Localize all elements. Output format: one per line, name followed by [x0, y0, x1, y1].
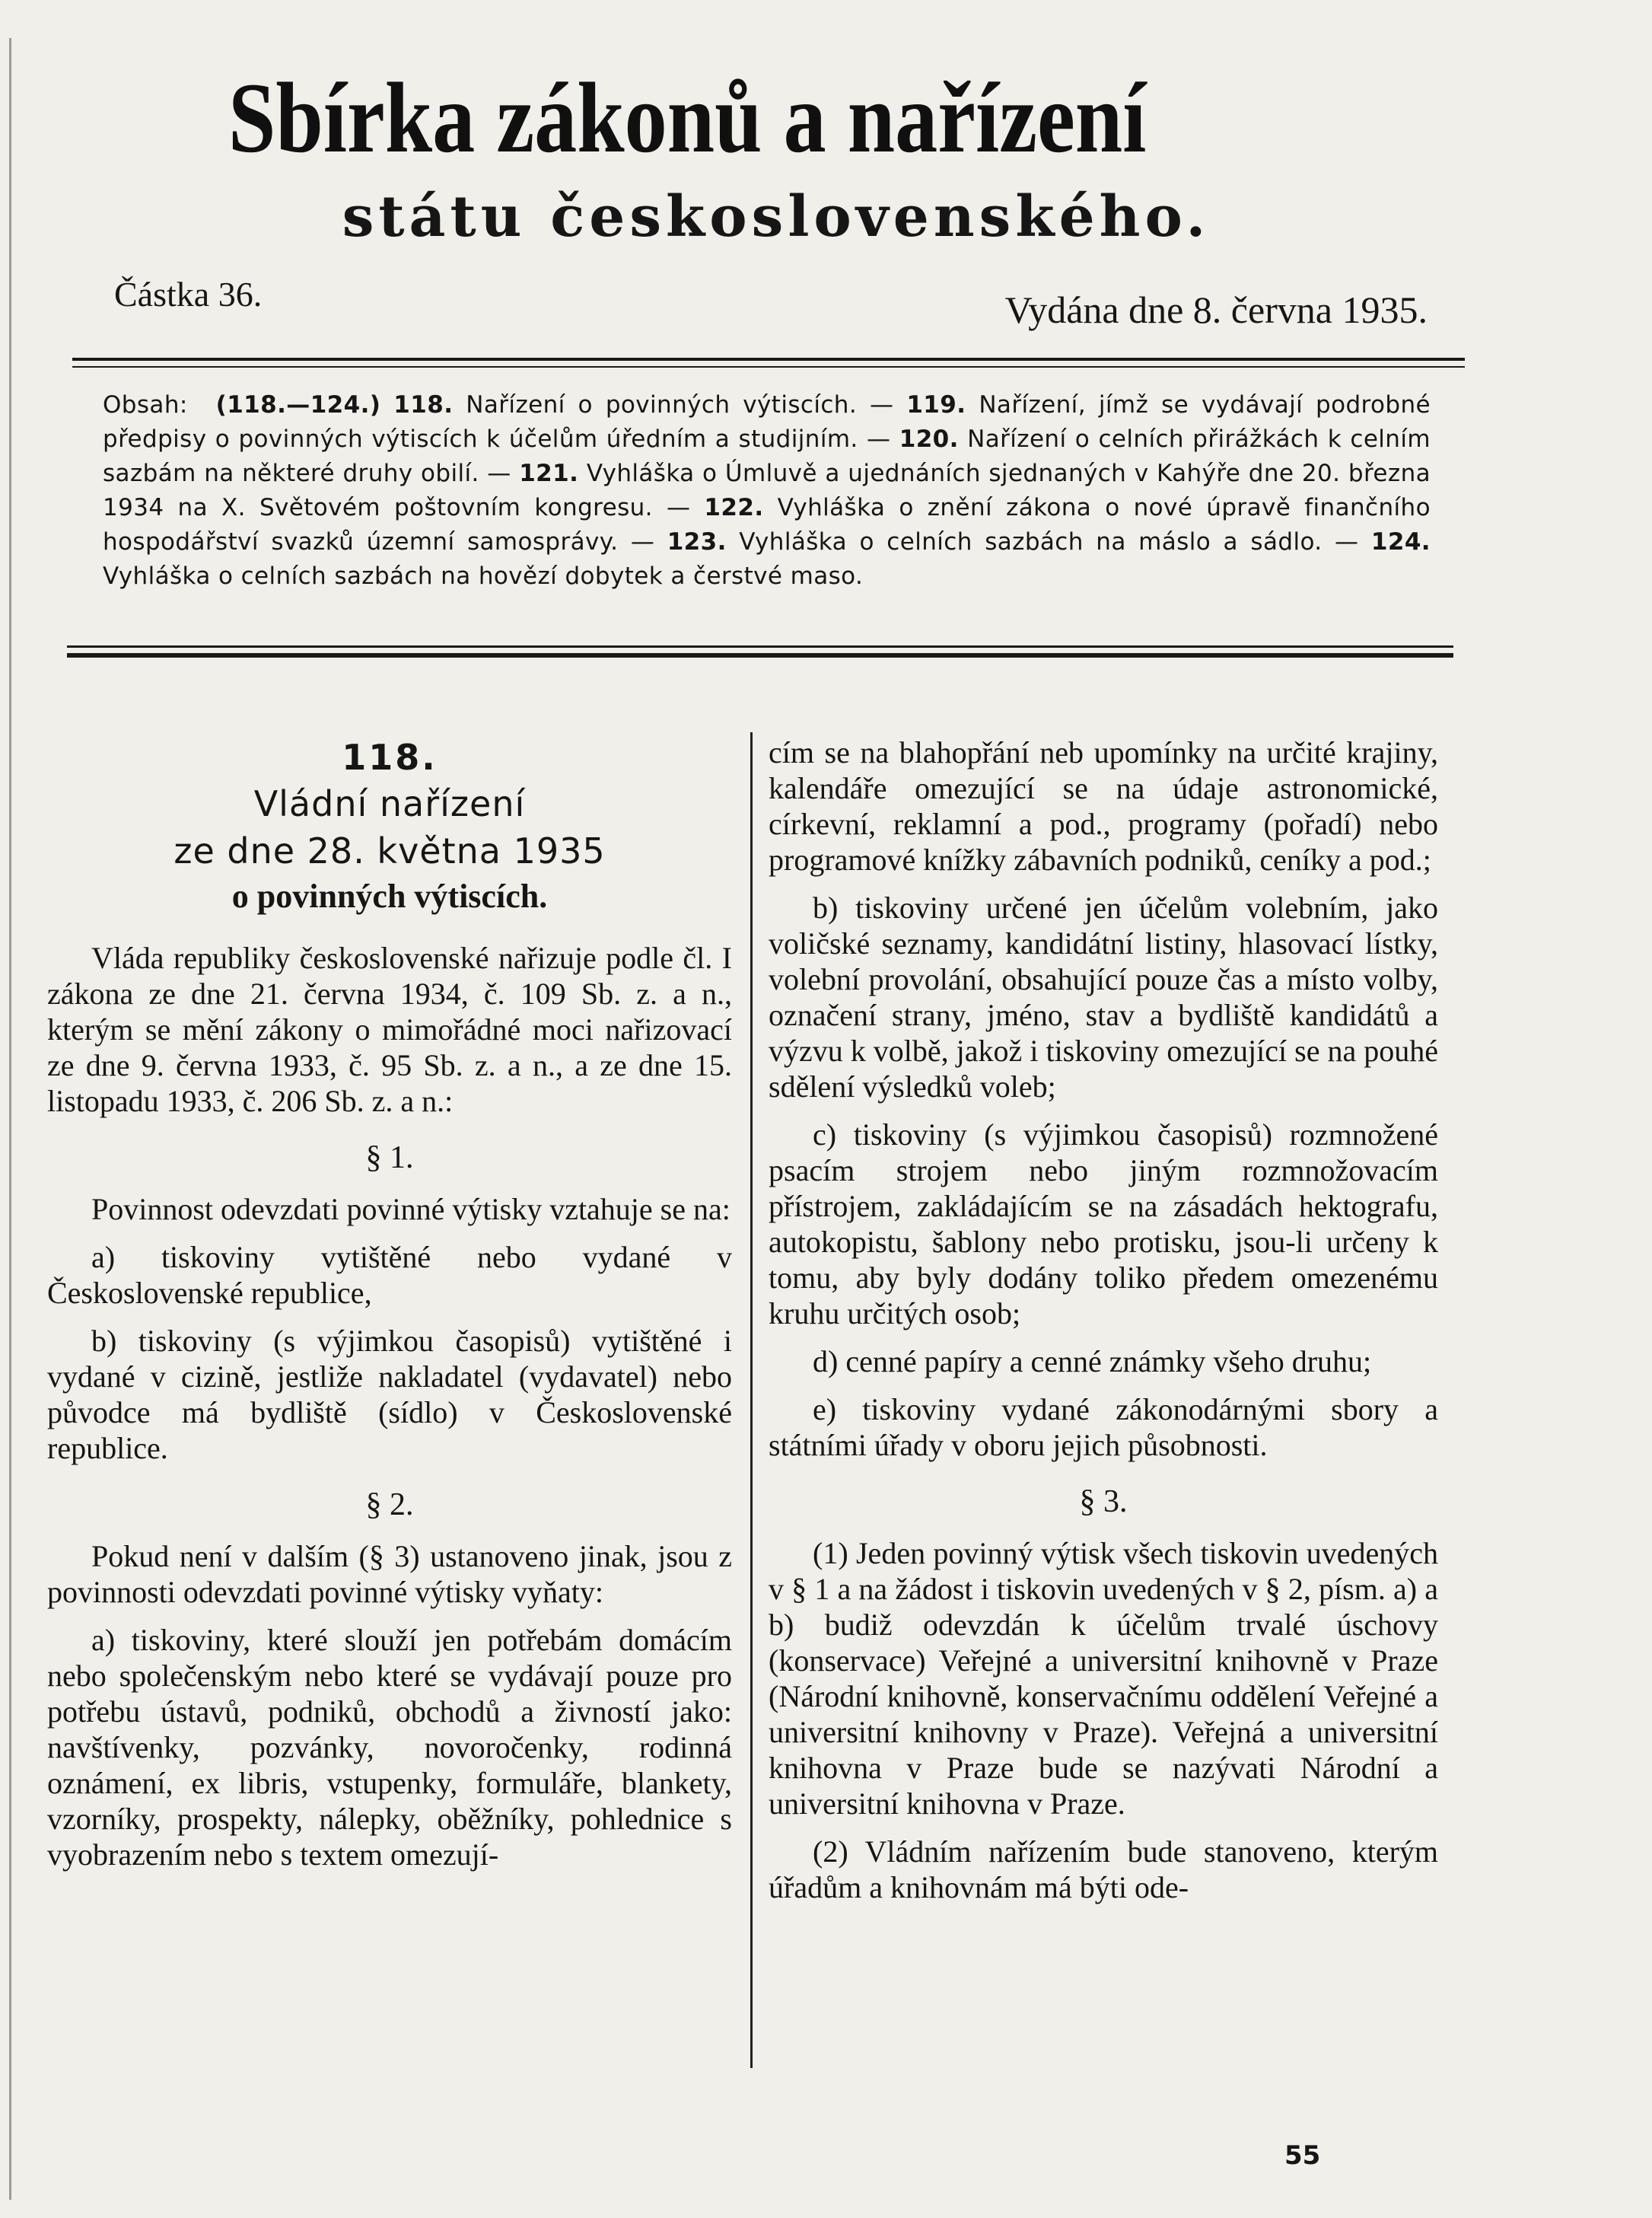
section-1-intro: Povinnost odevzdati povinné výtisky vztahuje se na: — [91, 1192, 731, 1226]
contents-item-number: 120. — [899, 425, 959, 453]
gazette-subtitle: státu československého. — [342, 184, 1211, 250]
ordinance-title: Vládní nařízení — [253, 783, 526, 824]
header-rule-top — [72, 358, 1465, 361]
contents-block — [103, 388, 1431, 594]
section-1-item-b: b) tiskoviny (s výjimkou časopisů) vytištěné i vydané v cizině, jestliže nakladatel (vydavatel) nebo původce má bydliště (sídlo) v Československé republice. — [47, 1324, 732, 1465]
column-divider — [750, 732, 753, 2068]
section-2-intro: Pokud není v dalším (§ 3) ustanoveno jinak, jsou z povinnosti odevzdati povinné výtisky vyňaty: — [47, 1539, 732, 1609]
issue-date: Vydána dne 8. června 1935. — [1004, 288, 1428, 331]
section-heading: § 2. — [365, 1487, 414, 1522]
left-column — [47, 735, 732, 1885]
contents-item-text: Nařízení, jímž se vydávají podrobné předpisy o povinných výtiscích k účelům úředním a studijním. — — [103, 391, 1431, 453]
contents-item-number: 122. — [704, 494, 764, 521]
contents-item-number: 121. — [519, 460, 579, 487]
header-rule-top-thin — [72, 366, 1465, 368]
contents-item-number: 119. — [906, 391, 966, 419]
ordinance-number: 118. — [342, 737, 438, 778]
section-2-item-d: d) cenné papíry a cenné známky všeho druhu; — [813, 1344, 1372, 1378]
contents-item-text: Nařízení o povinných výtiscích. — — [466, 391, 894, 419]
section-3-paragraph-2: (2) Vládním nařízením bude stanoveno, kterým úřadům a knihovnám má býti ode- — [769, 1834, 1438, 1904]
contents-item-number: 123. — [667, 528, 727, 556]
contents-item-number: 124. — [1370, 528, 1431, 556]
section-2-item-a-continued: cím se na blahopřání neb upomínky na určité krajiny, kalendáře omezující se na údaje astronomické, církevní, reklamní a pod., programy (pořadí) nebo programové knížky zábavních podniků, ceníky a pod.; — [769, 735, 1438, 877]
contents-item-text: Vyhláška o celních sazbách na máslo a sádlo. — — [739, 528, 1359, 556]
section-2-item-e: e) tiskoviny vydané zákonodárnými sbory a státními úřady v oboru jejich působnosti. — [769, 1392, 1438, 1462]
contents-item-text: Vyhláška o znění zákona o nové úpravě finančního hospodářství svazků územní samosprávy. — — [103, 494, 1431, 556]
right-column — [769, 735, 1438, 1917]
page-number: 55 — [1284, 2140, 1321, 2171]
ordinance-subject: o povinných výtiscích. — [231, 878, 548, 915]
section-2-item-b: b) tiskoviny určené jen účelům volebním, jako voličské seznamy, kandidátní listiny, hlasovací lístky, volební provolání, obsahující pouze čas a místo volby, označení strany, jméno, stav a bydliště kandidátů a výzvu k volbě, jakož i tiskoviny omezující se na pouhé sdělení výsledků voleb; — [769, 891, 1438, 1104]
preamble: Vláda republiky československé nařizuje podle čl. I zákona ze dne 21. června 1934, č. 109 Sb. z. a n., kterým se mění zákony o mimořádné moci nařizovací ze dne 9. června 1933, č. 95 Sb. z. a n., a ze dne 15. listopadu 1933, č. 206 Sb. z. a n.: — [47, 941, 732, 1118]
contents-item-text: Vyhláška o Úmluvě a ujednáních sjednaných v Kahýře dne 20. března 1934 na X. Světovém poštovním kongresu. — — [103, 460, 1431, 521]
contents-rule-bottom — [67, 645, 1453, 648]
contents-item-text: Vyhláška o celních sazbách na hovězí dobytek a čerstvé maso. — [103, 562, 864, 590]
ordinance-date: ze dne 28. května 1935 — [173, 830, 606, 872]
contents-label: Obsah: — [103, 391, 188, 419]
gazette-title: Sbírka zákonů a nařízení — [228, 62, 1147, 174]
section-heading: § 3. — [1079, 1484, 1128, 1519]
issue-number: Částka 36. — [114, 275, 263, 314]
section-heading: § 1. — [365, 1140, 414, 1175]
page-edge-shadow — [9, 38, 11, 2200]
contents-item-text: Nařízení o celních přirážkách k celním sazbám na některé druhy obilí. — — [103, 425, 1431, 487]
contents-item-number: 118. — [393, 391, 454, 419]
section-1-item-a: a) tiskoviny vytištěné nebo vydané v Československé republice, — [47, 1240, 732, 1310]
contents-rule-bottom-thick — [67, 653, 1453, 658]
contents-range: (118.—124.) — [215, 391, 381, 419]
section-2-item-a: a) tiskoviny, které slouží jen potřebám domácím nebo společenským nebo které se vydávají pouze pro potřebu ústavů, podniků, obchodů a živností jako: navštívenky, pozvánky, novoročenky, rodinná oznámení, ex libris, vstupenky, formuláře, blankety, vzorníky, prospekty, nálepky, oběžníky, pohlednice s vyobrazením nebo s textem omezují- — [47, 1623, 732, 1872]
section-2-item-c: c) tiskoviny (s výjimkou časopisů) rozmnožené psacím strojem nebo jiným rozmnožovacím přístrojem, zakládajícím se na zásadách hektografu, autokopistu, šablony nebo protisku, jsou-li určeny k tomu, aby byly dodány toliko předem omezenému kruhu určitých osob; — [769, 1117, 1438, 1330]
section-3-paragraph-1: (1) Jeden povinný výtisk všech tiskovin uvedených v § 1 a na žádost i tiskovin uvedených v § 2, písm. a) a b) budiž odevzdán k účelům trvalé úschovy (konservace) Veřejné a universitní knihovně v Praze (Národní knihovně, konservačnímu oddělení Veřejné a universitní knihovny v Praze). Veřejná a universitní knihovna v Praze bude se nazývati Národní a universitní knihovna v Praze. — [769, 1536, 1438, 1821]
